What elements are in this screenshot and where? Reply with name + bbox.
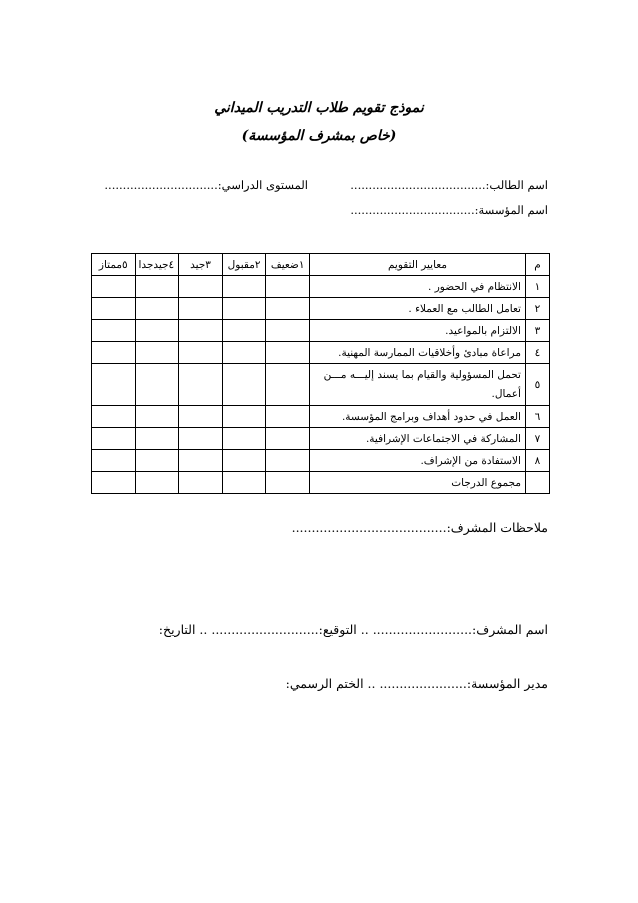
form-title: نموذج تقويم طلاب التدريب الميداني bbox=[214, 100, 424, 116]
student-name-line bbox=[350, 178, 548, 192]
signature-field[interactable]: ........................... bbox=[211, 622, 319, 637]
total-empty-cell bbox=[525, 472, 549, 494]
grade-cell[interactable] bbox=[266, 406, 310, 428]
row-number: ٥ bbox=[525, 364, 549, 406]
row-criterion: المشاركة في الاجتماعات الإشرافية. bbox=[309, 428, 525, 450]
header-num: م bbox=[525, 254, 549, 276]
institution-name-label: اسم المؤسسة: bbox=[474, 203, 548, 217]
grade-cell[interactable] bbox=[135, 450, 179, 472]
supervisor-notes-field[interactable]: ....................................... bbox=[291, 520, 447, 535]
row-criterion-line-2: أعمال. bbox=[491, 387, 521, 400]
grade-cell[interactable] bbox=[179, 342, 223, 364]
grade-cell[interactable] bbox=[179, 298, 223, 320]
grade-cell[interactable] bbox=[179, 320, 223, 342]
table-row bbox=[92, 320, 550, 342]
grade-cell[interactable] bbox=[222, 364, 266, 406]
grade-cell[interactable] bbox=[92, 364, 136, 406]
row-criterion: العمل في حدود أهداف وبرامج المؤسسة. bbox=[309, 406, 525, 428]
grade-cell[interactable] bbox=[179, 428, 223, 450]
student-name-label: اسم الطالب: bbox=[485, 178, 548, 192]
grade-cell[interactable] bbox=[266, 298, 310, 320]
total-row bbox=[92, 472, 550, 494]
grade-cell[interactable] bbox=[222, 320, 266, 342]
manager-field[interactable]: ...................... bbox=[379, 676, 467, 691]
manager-label: مدير المؤسسة: bbox=[466, 676, 548, 691]
grade-cell[interactable] bbox=[222, 342, 266, 364]
supervisor-name-field[interactable]: ......................... bbox=[372, 622, 473, 637]
institution-name-line bbox=[350, 203, 548, 217]
supervisor-notes-line bbox=[292, 520, 548, 535]
grade-cell[interactable] bbox=[135, 364, 179, 406]
total-label: مجموع الدرجات bbox=[309, 472, 525, 494]
row-criterion-line-1: تحمل المسؤولية والقيام بما يسند إليـــه مـــن bbox=[323, 368, 521, 381]
grade-cell[interactable] bbox=[135, 320, 179, 342]
grade-cell[interactable] bbox=[266, 450, 310, 472]
grade-cell[interactable] bbox=[135, 276, 179, 298]
table-row bbox=[92, 406, 550, 428]
row-criterion: الانتظام في الحضور . bbox=[309, 276, 525, 298]
header-grade-very-good: ٤جيدجدا bbox=[135, 254, 179, 276]
institution-name-field[interactable]: .................................. bbox=[350, 203, 475, 217]
row-criterion bbox=[309, 364, 525, 406]
official-stamp-label[interactable]: .. الختم الرسمي: bbox=[285, 676, 376, 691]
date-label[interactable]: .. التاريخ: bbox=[158, 622, 208, 637]
grade-cell[interactable] bbox=[92, 428, 136, 450]
table-header-row bbox=[92, 254, 550, 276]
grade-cell[interactable] bbox=[266, 364, 310, 406]
header-grade-acceptable: ٢مقبول bbox=[222, 254, 266, 276]
row-number: ٦ bbox=[525, 406, 549, 428]
row-criterion: الالتزام بالمواعيد. bbox=[309, 320, 525, 342]
table-row bbox=[92, 450, 550, 472]
grade-cell[interactable] bbox=[266, 428, 310, 450]
study-level-field[interactable]: ............................... bbox=[104, 178, 218, 192]
grade-cell[interactable] bbox=[266, 320, 310, 342]
table-row bbox=[92, 428, 550, 450]
row-criterion: مراعاة مبادئ وأخلاقيات الممارسة المهنية. bbox=[309, 342, 525, 364]
header-grade-good: ٣جيد bbox=[179, 254, 223, 276]
table-row bbox=[92, 298, 550, 320]
grade-cell[interactable] bbox=[179, 406, 223, 428]
grade-cell[interactable] bbox=[179, 276, 223, 298]
row-number: ٧ bbox=[525, 428, 549, 450]
study-level-line bbox=[104, 178, 308, 192]
header-grade-excellent: ٥ممتاز bbox=[92, 254, 136, 276]
row-number: ١ bbox=[525, 276, 549, 298]
grade-cell[interactable] bbox=[222, 406, 266, 428]
row-number: ٣ bbox=[525, 320, 549, 342]
row-number: ٨ bbox=[525, 450, 549, 472]
grade-cell[interactable] bbox=[222, 450, 266, 472]
grade-cell[interactable] bbox=[92, 298, 136, 320]
manager-line bbox=[286, 676, 548, 691]
table-row bbox=[92, 342, 550, 364]
grade-cell[interactable] bbox=[92, 276, 136, 298]
header-criteria: معايير التقويم bbox=[309, 254, 525, 276]
grade-cell[interactable] bbox=[222, 276, 266, 298]
grade-cell[interactable] bbox=[222, 428, 266, 450]
grade-cell[interactable] bbox=[92, 342, 136, 364]
grade-cell[interactable] bbox=[179, 450, 223, 472]
form-subtitle: (خاص بمشرف المؤسسة) bbox=[241, 128, 397, 144]
total-cell[interactable] bbox=[222, 472, 266, 494]
supervisor-name-label: اسم المشرف: bbox=[472, 622, 548, 637]
row-number: ٢ bbox=[525, 298, 549, 320]
grade-cell[interactable] bbox=[222, 298, 266, 320]
grade-cell[interactable] bbox=[266, 276, 310, 298]
grade-cell[interactable] bbox=[135, 428, 179, 450]
student-name-field[interactable]: ..................................... bbox=[350, 178, 486, 192]
grade-cell[interactable] bbox=[92, 320, 136, 342]
supervisor-notes-label: ملاحظات المشرف: bbox=[446, 520, 548, 535]
study-level-label: المستوى الدراسي: bbox=[217, 178, 308, 192]
signature-label: .. التوقيع: bbox=[318, 622, 369, 637]
supervisor-line bbox=[159, 622, 548, 637]
row-criterion: تعامل الطالب مع العملاء . bbox=[309, 298, 525, 320]
table-row bbox=[92, 276, 550, 298]
total-cell[interactable] bbox=[179, 472, 223, 494]
evaluation-table bbox=[91, 253, 550, 494]
row-criterion: الاستفادة من الإشراف. bbox=[309, 450, 525, 472]
row-number: ٤ bbox=[525, 342, 549, 364]
grade-cell[interactable] bbox=[179, 364, 223, 406]
total-cell[interactable] bbox=[266, 472, 310, 494]
total-cell[interactable] bbox=[92, 472, 136, 494]
grade-cell[interactable] bbox=[266, 342, 310, 364]
table-row bbox=[92, 364, 550, 406]
header-grade-weak: ١ضعيف bbox=[266, 254, 310, 276]
grade-cell[interactable] bbox=[135, 298, 179, 320]
grade-cell[interactable] bbox=[135, 406, 179, 428]
total-cell[interactable] bbox=[135, 472, 179, 494]
grade-cell[interactable] bbox=[135, 342, 179, 364]
grade-cell[interactable] bbox=[92, 406, 136, 428]
grade-cell[interactable] bbox=[92, 450, 136, 472]
